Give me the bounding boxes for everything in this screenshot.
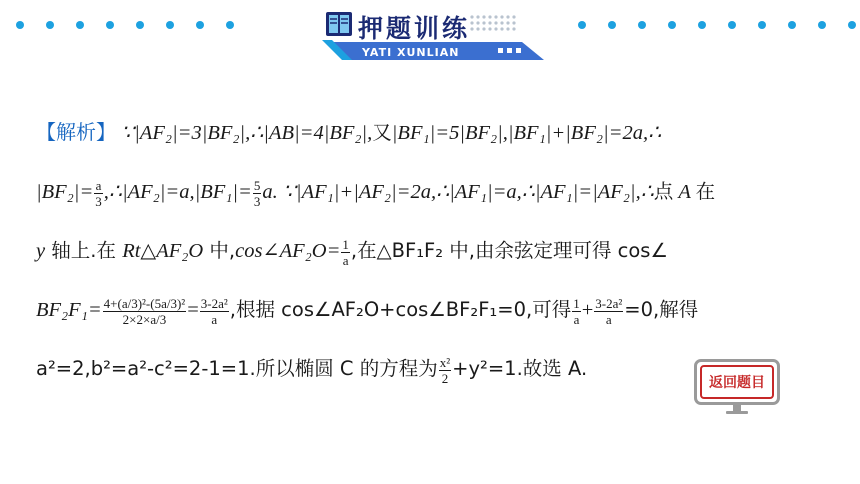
fraction [572, 296, 581, 327]
dot [728, 21, 736, 29]
fraction [341, 237, 350, 268]
fraction [253, 178, 262, 209]
math-text: A [673, 181, 696, 203]
dot [818, 21, 826, 29]
fraction-numerator: 1 [573, 295, 580, 311]
fraction [200, 296, 229, 327]
return-button-label: 返回题目 [700, 365, 774, 399]
solution-line-2 [36, 162, 826, 221]
math-text: cos∠AF₂O= [235, 240, 341, 262]
dot [848, 21, 856, 29]
text: 又 [372, 121, 392, 144]
fraction [594, 296, 623, 327]
solution-text [36, 103, 826, 398]
fraction-denominator: a [605, 311, 612, 327]
dot [166, 21, 174, 29]
dot [698, 21, 706, 29]
book-icon [324, 10, 354, 40]
fraction-denominator: 2 [441, 370, 449, 386]
dot [608, 21, 616, 29]
dot [668, 21, 676, 29]
text: 轴上.在 [45, 239, 123, 262]
text: ,在△BF₁F₂ 中,由余弦定理可得 cos∠ [350, 239, 668, 262]
fraction [94, 178, 103, 209]
math-text: + [581, 299, 594, 321]
dot [196, 21, 204, 29]
dot [46, 21, 54, 29]
fraction-numerator: 4+(a/3)²-(5a/3)² [103, 295, 186, 311]
dot [106, 21, 114, 29]
text: 在 [695, 180, 716, 203]
text: =0,解得 [624, 298, 699, 321]
header-dots-left [16, 18, 234, 32]
section-banner [322, 6, 552, 62]
return-to-question-button[interactable] [694, 359, 780, 405]
dot [788, 21, 796, 29]
math-text: ∵|AF₂|=3|BF₂|,∴|AB|=4|BF₂|, [116, 122, 373, 144]
fraction-denominator: a [342, 252, 349, 268]
dot [758, 21, 766, 29]
banner-title: 押题训练 [358, 14, 471, 43]
fraction-numerator: 5 [253, 177, 261, 193]
fraction [439, 355, 451, 386]
text: ,根据 cos∠AF₂O+cos∠BF₂F₁=0,可得 [229, 298, 572, 321]
dot [136, 21, 144, 29]
solution-line-4 [36, 280, 826, 339]
banner-dot-pattern [469, 14, 521, 36]
dot [76, 21, 84, 29]
dot [638, 21, 646, 29]
solution-line-1 [36, 103, 826, 162]
fraction-denominator: a [211, 311, 218, 327]
math-text: +y²=1.故选 A. [452, 357, 588, 380]
math-text: Rt△AF₂O [122, 240, 204, 262]
header-dots-right [578, 18, 860, 32]
fraction-denominator: a [573, 311, 580, 327]
monitor-stand-icon [724, 405, 750, 415]
banner-subtitle: YATI XUNLIAN [362, 46, 460, 59]
fraction-numerator: 3-2a² [200, 295, 228, 311]
dot [16, 21, 24, 29]
solution-tag: 【解析】 [36, 120, 116, 144]
fraction-numerator: 3-2a² [595, 295, 623, 311]
math-text: a²=2,b²=a²-c²=2-1=1.所以椭圆 C 的方程为 [36, 357, 438, 380]
math-text: ,∴|AF₂|=a,|BF₁|= [103, 181, 252, 203]
fraction-numerator: a [95, 177, 102, 193]
fraction-denominator: 3 [253, 193, 261, 209]
dot [578, 21, 586, 29]
solution-line-3 [36, 221, 826, 280]
math-text: y [36, 240, 46, 262]
math-text: BF₂F₁= [36, 299, 102, 321]
text: 点 [653, 180, 674, 203]
math-text: |BF₂|= [36, 181, 94, 203]
fraction-denominator: 2×2×a/3 [122, 311, 167, 327]
math-text: = [187, 299, 199, 321]
fraction-numerator: x² [439, 354, 451, 370]
fraction [103, 296, 187, 327]
text: 中, [203, 239, 236, 262]
dot [226, 21, 234, 29]
fraction-numerator: 1 [342, 236, 349, 252]
math-text: a. ∵|AF₁|+|AF₂|=2a,∴|AF₁|=a,∴|AF₁|=|AF₂|,∴ [262, 181, 654, 203]
math-text: |BF₁|=5|BF₂|,|BF₁|+|BF₂|=2a,∴ [391, 122, 662, 144]
fraction-denominator: 3 [95, 193, 102, 209]
